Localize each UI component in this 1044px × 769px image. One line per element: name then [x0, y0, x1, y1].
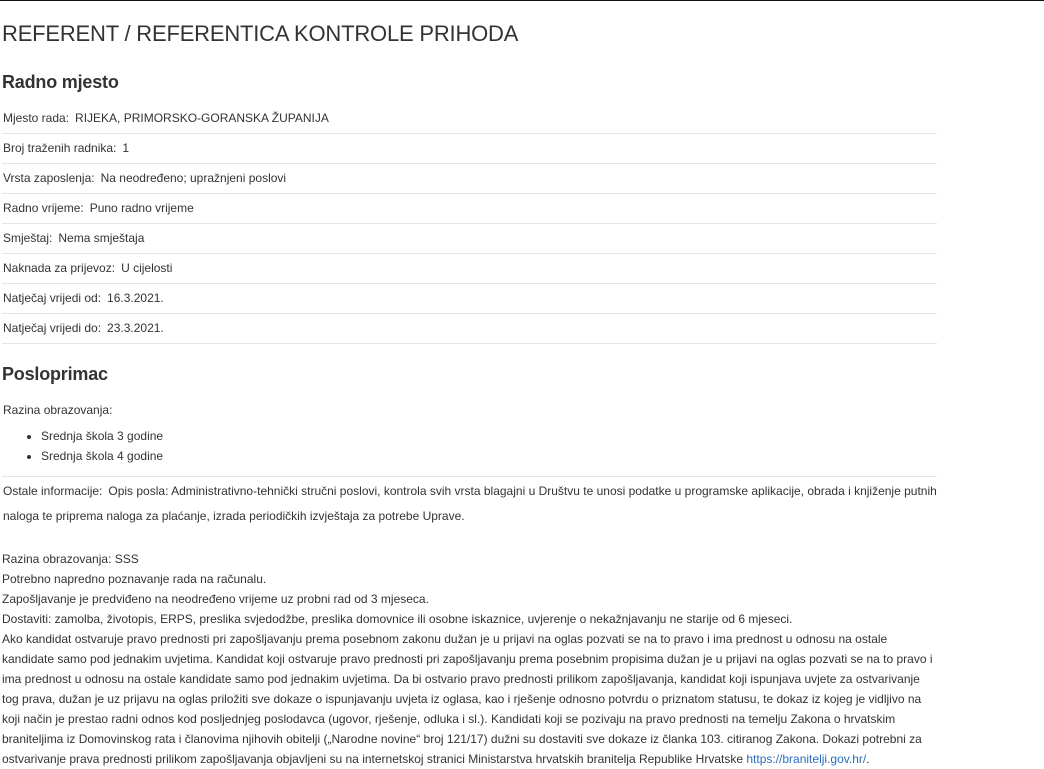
detail-row-employment-type: [2, 164, 937, 194]
section-heading-workplace: Radno mjesto: [2, 72, 119, 92]
detail-value: Na neodređeno; upražnjeni poslovi: [100, 171, 287, 185]
detail-value: Nema smještaja: [58, 231, 145, 245]
detail-row-transport: [2, 254, 937, 284]
info-paragraph-preference: [2, 629, 937, 769]
education-item: • Srednja škola 4 godine: [41, 446, 163, 466]
detail-value: 23.3.2021.: [107, 321, 164, 335]
other-info-body: [2, 549, 937, 769]
detail-row-valid-to: [2, 314, 937, 344]
detail-value: Puno radno vrijeme: [89, 201, 194, 215]
detail-value: 16.3.2021.: [107, 291, 164, 305]
detail-label: Radno vrijeme:: [3, 201, 84, 215]
detail-label: Broj traženih radnika:: [3, 141, 117, 155]
preference-text: Ako kandidat ostvaruje pravo prednosti pri zapošljavanju prema posebnom zakonu dužan je u prijavi na oglas pozvati se na to pravo i ima prednost u odnosu na ostale kandidate samo pod jednakim uvjetima. Kandidat koji ostvaruje pravo prednosti pri zapošljavanju prema posebnim propisima dužan je u prijavi na oglas pozvati se na to pravo i ima prednost u odnosu na ostale kandidate samo pod jednakim uvjetima. Da bi ostvario pravo prednosti prilikom zapošljavanja, kandidat koji ispunjava uvjete za ostvarivanje tog prava, dužan je uz prijavu na oglas priložiti sve dokaze o ispunjavanju uvjeta iz oglasa, kao i rješenje odnosno potvrdu o priznatom statusu, te dokaz iz kojeg je vidljivo na koji način je prestao radni odnos kod posljednjeg poslodavca (ugovor, rješenje, odluka i sl.). Kandidati koji se pozivaju na pravo prednosti na temelju Zakona o hrvatskim braniteljima iz Domovinskog rata i članovima njihovih obitelji („Narodne novine“ broj 121/17) dužni su dostaviti sve dokaze iz članka 103. citiranog Zakona. Dokazi potrebni za ostvarivanje prava prednosti prilikom zapošljavanja objavljeni su na internetskoj stranici Ministarstva hrvatskih branitelja Republike Hrvatske: [2, 632, 933, 766]
other-info-intro: [2, 479, 937, 529]
detail-value: 1: [122, 141, 130, 155]
education-list: [2, 426, 163, 466]
detail-label: Natječaj vrijedi do:: [3, 321, 102, 335]
info-line-education: Razina obrazovanja: SSS: [2, 552, 139, 566]
info-line-computer-skills: Potrebno napredno poznavanje rada na računalu.: [2, 572, 267, 586]
other-info-label: Ostale informacije:: [3, 484, 103, 498]
detail-label: Smještaj:: [3, 231, 53, 245]
detail-row-location: [2, 104, 937, 134]
detail-label: Naknada za prijevoz:: [3, 261, 116, 275]
detail-label: Natječaj vrijedi od:: [3, 291, 102, 305]
education-block: [2, 395, 937, 477]
job-description: Opis posla: Administrativno-tehnički stručni poslovi, kontrola svih vrsta blagajni u Društvu te unosi podatke u programske aplikacije, obrada i knjiženje putnih naloga te priprema naloga za plaćanje, izrada periodičkih izvještaja za potrebe Uprave.: [3, 484, 937, 523]
trailing-period: .: [866, 752, 870, 766]
job-title: REFERENT / REFERENTICA KONTROLE PRIHODA: [2, 21, 519, 46]
detail-label: Vrsta zaposlenja:: [3, 171, 95, 185]
workplace-details: [2, 104, 937, 344]
detail-row-workers-count: [2, 134, 937, 164]
detail-value: RIJEKA, PRIMORSKO-GORANSKA ŽUPANIJA: [75, 111, 329, 125]
detail-row-working-hours: [2, 194, 937, 224]
detail-value: U cijelosti: [121, 261, 173, 275]
detail-label: Mjesto rada:: [3, 111, 70, 125]
education-label: Razina obrazovanja:: [3, 403, 113, 417]
education-item: • Srednja škola 3 godine: [41, 426, 163, 446]
detail-row-valid-from: [2, 284, 937, 314]
branitelji-link[interactable]: https://branitelji.gov.hr/: [746, 752, 867, 766]
other-info-block: [2, 479, 937, 769]
top-border: [0, 0, 1044, 1]
detail-row-accommodation: [2, 224, 937, 254]
info-line-documents: Dostaviti: zamolba, životopis, ERPS, preslika svjedodžbe, preslika domovnice ili osobne iskaznice, uvjerenje o nekažnjavanju ne starije od 6 mjeseci.: [2, 612, 793, 626]
info-line-probation: Zapošljavanje je predviđeno na neodređeno vrijeme uz probni rad od 3 mjeseca.: [2, 592, 429, 606]
section-heading-employee: Posloprimac: [2, 364, 108, 384]
